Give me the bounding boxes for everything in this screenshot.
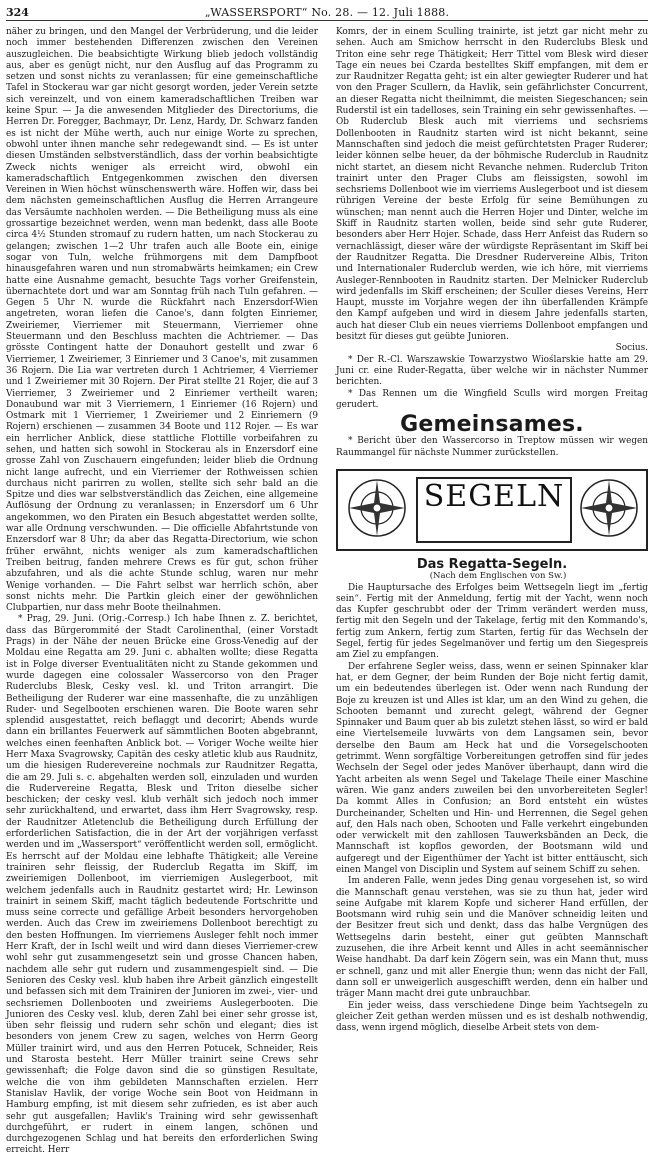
article-paragraph-3: Im anderen Falle, wenn jedes Ding genau vorgesehen ist, so wird die Mannschaft genau verstehen, was sie zu thun hat, jeder wird seine Aufgabe mit klarem Kopfe und sicherer Hand erfüllen, der Bootsmann wird ruhig sein und die Manöver schneidig leiten und der Besitzer freut sich und denkt, dass das halbe Vergnügen des Wettsegelns darin besteht, einer gut geübten Mannschaft zuzusehen, die ihre Arbeit kennt und Alles in acht seemännischer Weise handhabt. Da darf kein Zögern sein, was ein Mann thut, muss er schnell, ganz und mit aller Energie thun; wenn das nicht der Fall, dann soll er unweigerlich ausgeschifft werden, denn ein halber und träger Mann macht drei gute unbrauchbar. xyxy=(336,876,648,1000)
banner-title: SEGELN xyxy=(423,478,565,514)
author-signature: Socius. xyxy=(615,343,648,354)
left-ornament-icon xyxy=(342,473,412,543)
running-title: „WASSERSPORT“ No. 28. — 12. Juli 1888. xyxy=(204,6,450,19)
treptow-notice: * Bericht über den Wassercorso in Treptow müssen wir wegen Raummangel für nächste Nummer zurückstellen. xyxy=(336,436,648,458)
article-paragraph-4: Ein jeder weiss, dass verschiedene Dinge beim Yachtsegeln zu gleicher Zeit gethan werden müssen und es ist deshalb nothwendig, dass, wenn irgend möglich, dieselbe Arbeit stets von dem- xyxy=(336,1000,648,1034)
wingfield-notice: * Das Rennen um die Wingfield Sculls wird morgen Freitag gerudert. xyxy=(336,388,648,410)
left-column xyxy=(6,27,318,1156)
page-number: 324 xyxy=(6,6,29,19)
stockerau-report: näher zu bringen, und den Mangel der Verbrüderung, und die leider noch immer bestehenden Differenzen zwischen den Vereinen auszugleichen. Die beabsichtigte Wirkung blieb jedoch vollständig aus, aber es genügt nicht, nur den Ausflug auf das Programm zu setzen und sonst nichts zu veranlassen; für eine gemeinschaftliche Tafel in Stockerau war gar nicht gesorgt worden, jeder Verein setzte sich vereinzelt, und von einem kameradschaftlichen Treiben war keine Spur. — Ja die anwesenden Mitglieder des Directoriums, die Herren Dr. Foregger, Bachmayr, Dr. Lenz, Hardy, Dr. Schwarz fanden es ist nicht der Mühe werth, auch nur einige Worte zu sprechen, obwohl unter ihnen manche sehr redegewandt sind. — Es ist unter diesen Umständen selbstverständlich, dass der vorhin beabsichtigte Zweck nichts weniger als erreicht wird, obwohl ein kameradschaftlich Entgegenkommen zwischen den diversen Vereinen in Wien höchst wünschenswerth wäre. Hoffen wir, dass bei dem nächsten gemeinschaftlichen Ausflug die Herren Arrangeure das Versäumte nachholen werden. — Die Betheiligung muss als eine grossartige bezeichnet werden, wenn man bedenkt, dass alle Boote circa 4½ Stunden stromauf zu rudern hatten, um nach Stockerau zu gelangen; zwischen 1—2 Uhr trafen auch alle Boote ein, einige sogar von Tuln, welche frühmorgens mit dem Dampfboot hinausgefahren waren und nun stromabwärts heimkamen; ein Crew hatte eine Ausnahme gemacht, besuchte Tags vorher Greifenstein, übernachtete dort und war am Sonntag früh nach Tuln gefahren. — Gegen 5 Uhr N. wurde die Rückfahrt nach Enzersdorf-Wien angetreten, woran liefen die Canoe's, dann folgten Einriemer, Zweiriemer, Vierriemer mit Steuermann, Vierriemer ohne Steuermann und den Beschluss machten die Achtriemer. — Das grösste Contingent hatte der Donauhort gestellt und zwar 6 Vierriemer, 1 Zweiriemer, 3 Einriemer und 3 Canoe's, mit zusammen 36 Rojern. Die Lia war vertreten durch 1 Achtriemer, 4 Vierriemer und 1 Zweiriemer mit 30 Rojern. Der Pirat stellte 21 Rojer, die auf 3 Vierriemer, 3 Zweiriemer und 2 Einriemer vertheilt waren; Donaubund war mit 3 Vierriemern, 1 Einriemer (16 Rojern) und Ostmark mit 1 Vierriemer, 1 Zweiriemer und 2 Einriemern (9 Rojern) erschienen — zusammen 34 Boote und 112 Rojer. — Es war ein herrlicher Anblick, diese stattliche Flottille vorbeifahren zu sehen, und hatten sich sowohl in Stockerau als in Enzersdorf eine grosse Zahl von Zuschauern eingefunden; leider blieb die Ordnung nicht lange aufrecht, und ein Vierriemer der Rothweissen schien durchaus nicht parirren zu wollen, stellte sich sehr bald an die Spitze und dies war selbstverständlich das Zeichen, eine allgemeine Auflösung der Ordnung zu veranlassen; in Enzersdorf um 6 Uhr angekommen, wo den Piraten ein Besuch abgestattet werden sollte, war alle Ordnung verschwunden. — Die officielle Abfahrtstunde von Enzersdorf war 8 Uhr; da aber das Regatta-Directorium, wie schon früher erwähnt, nichts weniger als zum kameradschaftlichen Treiben beitrug, fanden mehrere Crews es für gut, schon früher abzufahren, und als die achte Stunde schlug, waren nur mehr Wenige vorhanden. — Die Fahrt selbst war herrlich schön, aber sonst nichts mehr. Die Partkin gleich einer der gewöhnlichen Clubpartien, nur dass mehr Boote theilnahmen. xyxy=(6,27,318,614)
right-ornament-icon xyxy=(574,473,644,543)
page-header xyxy=(0,5,654,21)
banner-title-frame xyxy=(416,477,572,543)
prag-report-continued: Komrs, der in einem Sculling trainirte, ist jetzt gar nicht mehr zu sehen. Auch am Smichow herrscht in den Ruderclubs Blesk und Triton eine sehr rege Thätigkeit; Herr Tittel vom Blesk wird dieser Tage ein neues bei Czarda bestelltes Skiff empfangen, mit dem er zur Raudnitzer Regatta geht; ist ein alter gewiegter Ruderer und hat von den Prager Scullern, da Havlik, sein gefährlichster Concurrent, an dieser Regatta nicht theilnimmt, die meisten Siegeschancen; sein Ruderstil ist ein tadelloses, sein Training ein sehr gewissenhaftes. — Ob Ruderclub Blesk auch mit vierriems und sechsriems Dollenbooten in Raudnitz starten wird ist nicht bekannt, seine Mannschaften sind jedoch die meist gefürchtetsten Prager Ruderer; leider können selbe heuer, da der böhmische Ruderclub in Raudnitz nicht startet, an diesem nicht Revanche nehmen. Ruderclub Triton trainirt unter den Prager Clubs am fleissigsten, sowohl im sechsriems Dollenboot wie im vierriems Auslegerboot und ist diesem rührigen Vereine der beste Erfolg für seine Bemühungen zu wünschen; man nennt auch die Herren Hojer und Dinter, welche im Skiff in Raudnitz starten wollen, beide sind sehr gute Ruderer, besonders aber Herr Hojer. Schade, dass Herr Anfeist das Rudern so vernachlässigt, dieser wäre der würdigste Repräsentant im Skiff bei der Raudnitzer Regatta. Die Dresdner Rudervereine Albis, Triton und Internationaler Ruderclub werden, wie ich höre, mit vierriems Ausleger-Rennbooten in Raudnitz starten. Der Melnicker Ruderclub wird jedenfalls im Skiff erscheinen; der Sculler dieses Vereins, Herr Haupt, musste im Vorjahre wegen der ihn überfallenden Krämpfe den Kampf aufgeben und wird in diesem Jahre jedenfalls starten, auch hat dieser Club ein neues vierriems Dollenboot empfangen und besitzt für dieses gut geübte Junioren. xyxy=(336,27,648,343)
header-rule xyxy=(6,20,648,21)
warsaw-notice: * Der R.-Cl. Warszawskie Towarzystwo Wioślarskie hatte am 29. Juni cr. eine Ruder-Regatta, über welche wir in nächster Nummer berichten. xyxy=(336,354,648,388)
article-title: Das Regatta-Segeln. xyxy=(416,556,568,572)
section-heading-gemeinsames: Gemeinsames. xyxy=(400,412,584,438)
article-paragraph-2: Der erfahrene Segler weiss, dass, wenn er seinen Spinnaker klar hat, er dem Gegner, der beim Runden der Boje nicht fertig damit, um ein bedeutendes überlegen ist. Oder wenn nach Rundung der Boje zu kreuzen ist und Alles ist klar, um an den Wind zu gehen, die Schooten bemannt und zurecht gelegt, während der Gegner Spinnaker und Baum quer ab bis zuletzt stehen lässt, so wird er bald eine Viertelsemeile luvwärts von dem Langsamen sein, bevor derselbe den Baum am Heck hat und die Vorsegelschooten getrimmt. Wenn sorgfältige Vorbereitungen getroffen sind für jedes Wechseln der Segel oder jedes Manöver überhaupt, dann wird die Yacht arbeiten als wenn Segel und Takelage Theile einer Maschine wären. Wie ganz anders zuweilen bei den unvorbereiteten Segler! Da kommt Alles in Confusion; an Bord entsteht ein wüstes Durcheinander, Schelten und Hin- und Herrennen, die Segel gehen auf, den Hals nach oben, Schooten und Falle verkehrt eingebunden oder verwickelt mit den zahllosen Tauwerksbänden an Deck, die Mannschaft ist kopflos geworden, der Bootsmann wild und aufgeregt und der Eigenthümer der Yacht ist bitter enttäuscht, sich einen Mangel von Disciplin und System auf seinem Schiff zu sehen. xyxy=(336,661,648,875)
prag-report: * Prag, 29. Juni. (Orig.-Corresp.) Ich habe Ihnen z. Z. berichtet, dass das Bürgerommité der Stadt Carolinenthal, (einer Vorstadt Prags) in der Nähe der neuen Brücke eine Gross-Venedig auf der Moldau eine Regatta am 29. Juni c. abhalten wollte; diese Regatta ist in Folge diverser Eventualitäten nicht zu Stande gekommen und wurde dagegen eine colossaler Wassercorso von den Prager Ruderclubs Blesk, Cesky vesl. kl. und Triton arrangirt. Die Betheiligung der Ruderer war eine massenhafte, die zu unzähligen Ruder- und Segelbooten erschienen waren. Die Boote waren sehr splendid ausgestattet, reich beflaggt und decorirt; Abends wurde dann ein brillantes Feuerwerk auf sämmtlichen Booten abgebrannt, welches einen feenhaften Anblick bot. — Voriger Woche weilte hier Herr Maxa Svagrowsky, Capitän des cesky atletic klub aus Raudnitz, um die hiesigen Ruderevereine nochmals zur Raudnitzer Regatta, die am 29. Juli s. c. abgehalten werden soll, einzuladen und wurden die Rudervereine Regatta, Blesk und Triton dieselbe sicher beschicken; der cesky vesl. klub verhält sich jedoch noch immer sehr zurückhaltend, und erwartet, dass ihm Herr Svagrowsky, resp. der Raudnitzer Atletenclub die Betheiligung durch Erfüllung der erforderlichen Satisfaction, die in der Art der vorjährigen verfasst werden und im „Wassersport“ veröffentlicht werden soll, ermöglicht. Es herrscht auf der Moldau eine lebhafte Thätigkeit; alle Vereine trainiren sehr fleissig, der Ruderclub Regatta im Skiff, im zweiriemigen Dollenboot, im vierriemigen Auslegerboot, mit welchem jedenfalls auch in Raudnitz gestartet wird; Hr. Lewinson trainirt in seinem Skiff, macht täglich bedeutende Fortschritte und muss seine correcte und gefällige Arbeit besonders hervorgehoben werden. Auch das Crew im zweiriemens Dollenboot berechtigt zu den besten Hoffnungen. Im vierriemens Ausleger fehlt noch immer Herr Kraft, der in Ischl weilt und wird dann dieses Vierriemer-crew wohl sehr gut zusammengesetzt sein und grosse Chancen haben, nachdem alle sehr gut rudern und zusammengespielt sind. — Die Senioren des Cesky vesl. klub haben ihre Arbeit gänzlich eingestellt und befassen sich mit dem Trainiren der Junioren im zwei-, vier- und sechsriemen Dollenbooten und zweiriems Auslegerbooten. Die Junioren des Cesky vesl. klub, deren Zahl bei einer sehr grosse ist, üben sehr fleissig und rudern sehr schön und elegant; dies ist besonders von jenem Crew zu sagen, welches von Herrn Georg Müller trainirt wird, und aus den Herren Potucek, Schneider, Reis und Starosta besteht. Herr Müller trainirt seine Crews sehr gewissenhaft; die Folge davon sind die so günstigen Resultate, welche die von ihm gebildeten Mannschaften erzielen. Herr Stanislav Havlik, der vorige Woche sein Boot von Heidmann in Hamburg empfing, ist mit diesem sehr zufrieden, es ist aber auch sehr gut ausgefallen; Havlik's Training wird sehr gewissenhaft durchgeführt, er rudert in einem langen, schönen und durchgezogenen Schlag und hat bereits den erforderlichen Swing erreicht. Herr xyxy=(6,614,318,1156)
segeln-banner xyxy=(336,469,648,551)
article-paragraph-1: Die Hauptursache des Erfolges beim Wettsegeln liegt im „fertig sein“. Fertig mit der Anmeldung, fertig mit der Yacht, wenn noch das Kupfer geschrubbt oder der Trimm verändert werden muss, fertig mit den Segeln und der Takelage, fertig mit den Kommando's, fertig zum Ankern, fertig zum Starten, fertig für das Wechseln der Segel, fertig für jedes Segelmanöver und fertig um den Siegespreis am Ziel zu empfangen. xyxy=(336,582,648,661)
right-column xyxy=(336,27,648,1034)
article-source: (Nach dem Englischen von Sw.) xyxy=(429,571,567,582)
